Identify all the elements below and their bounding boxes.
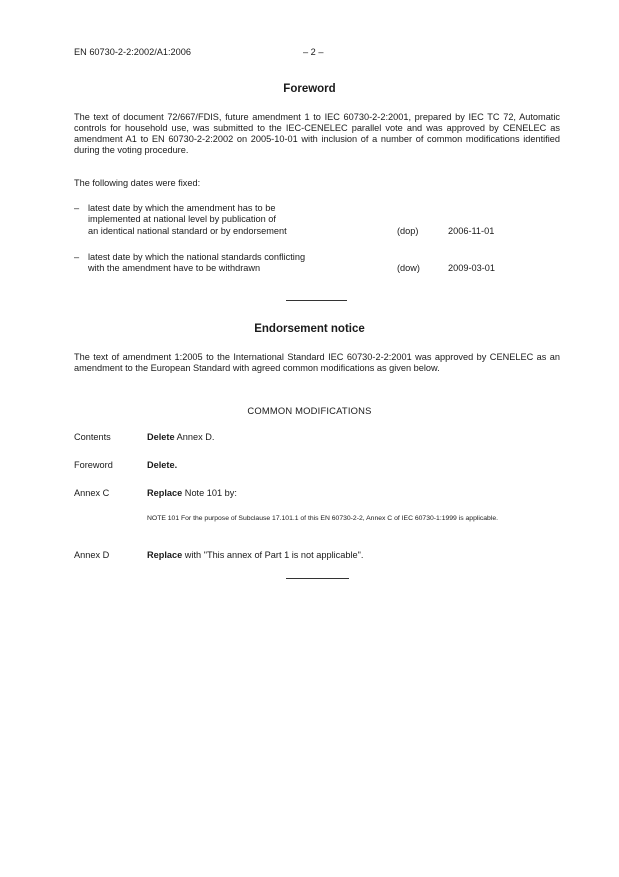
section-divider [286, 300, 347, 301]
foreword-paragraph-text: The text of document 72/667/FDIS, future amendment 1 to IEC 60730-2-2:2001, prepared by IEC TC 72, Automatic controls for household use, was submitted to the IEC-CENELEC parallel vote and was approved by CENELEC as amendment A1 to EN 60730-2-2:2002 on 2005-10-01 with inclusion of a number of common modifications identified during the voting procedure. [74, 112, 560, 156]
header-document-id: EN 60730-2-2:2002/A1:2006 [74, 47, 191, 57]
mod-detail-contents: Annex D. [174, 432, 215, 442]
mod-action-contents: Delete [147, 432, 175, 442]
mod-text-foreword [147, 460, 177, 471]
mod-text-annex-c [147, 488, 237, 499]
foreword-title: Foreword [283, 83, 336, 95]
dop-line-2: implemented at national level by publication of [88, 214, 276, 224]
endorsement-title: Endorsement notice [254, 323, 365, 335]
mod-label-annex-d: Annex D [74, 550, 110, 560]
mod-label-contents: Contents [74, 432, 111, 442]
dow-dash: – [74, 252, 80, 262]
dop-line-3: an identical national standard or by endorsement [88, 226, 287, 236]
header-page-number: – 2 – [303, 47, 324, 57]
foreword-paragraph [74, 112, 560, 156]
dop-code: (dop) [397, 226, 419, 236]
mod-text-annex-d [147, 550, 363, 561]
mod-action-annex-c: Replace [147, 488, 183, 498]
dop-dash: – [74, 203, 80, 213]
dates-intro: The following dates were fixed: [74, 178, 201, 188]
dow-date: 2009-03-01 [448, 263, 495, 273]
mod-action-annex-d: Replace [147, 550, 183, 560]
dop-date: 2006-11-01 [448, 226, 495, 236]
mod-detail-annex-c: Note 101 by: [182, 488, 237, 498]
note-101: NOTE 101 For the purpose of Subclause 17.101.1 of this EN 60730-2-2, Annex C of IEC 60730-1:1999 is applicable. [147, 515, 499, 522]
endorsement-paragraph [74, 352, 560, 374]
endorsement-paragraph-text: The text of amendment 1:2005 to the International Standard IEC 60730-2-2:2001 was approved by CENELEC as an amendment to the European Standard with agreed common modifications as given below. [74, 352, 560, 374]
mod-action-foreword: Delete. [147, 460, 178, 470]
dow-code: (dow) [397, 263, 420, 273]
common-modifications-heading: COMMON MODIFICATIONS [247, 405, 372, 416]
mod-text-contents [147, 432, 214, 443]
dow-line-2: with the amendment have to be withdrawn [88, 263, 261, 273]
dow-line-1: latest date by which the national standards conflicting [88, 252, 306, 262]
mod-label-annex-c: Annex C [74, 488, 110, 498]
mod-label-foreword: Foreword [74, 460, 113, 470]
end-divider [286, 578, 349, 579]
dop-line-1: latest date by which the amendment has to be [88, 203, 276, 213]
mod-detail-annex-d: with "This annex of Part 1 is not applicable". [182, 550, 364, 560]
